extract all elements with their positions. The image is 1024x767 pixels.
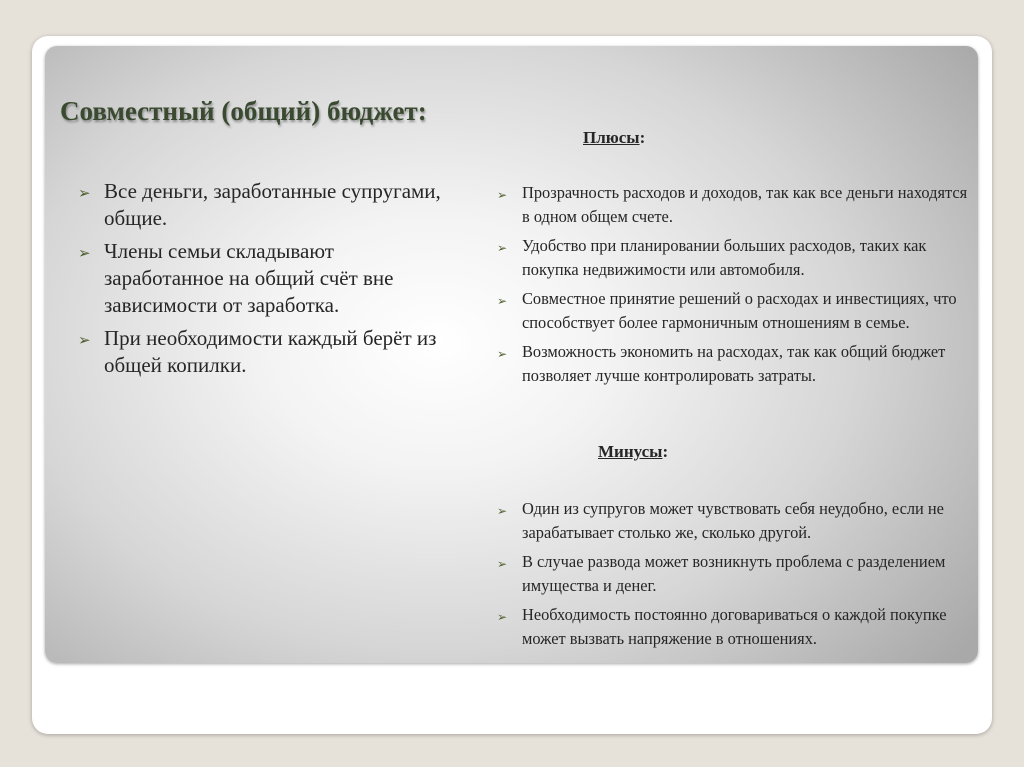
list-item: [74, 238, 454, 319]
pros-heading-colon: :: [639, 128, 646, 147]
list-item: [494, 234, 974, 282]
list-item: [494, 603, 974, 651]
arrow-bullet-icon: ➢: [497, 241, 508, 255]
arrow-bullet-icon: ➢: [497, 188, 508, 202]
list-item: [494, 287, 974, 335]
arrow-bullet-icon: ➢: [497, 610, 508, 624]
list-item: [74, 325, 454, 379]
arrow-bullet-icon: ➢: [497, 504, 508, 518]
arrow-bullet-icon: ➢: [78, 333, 91, 349]
list-item-text: Все деньги, заработанные супругами, общие.: [104, 179, 441, 230]
arrow-bullet-icon: ➢: [497, 294, 508, 308]
list-item: [494, 340, 974, 388]
list-item-text: В случае развода может возникнуть проблема с разделением имущества и денег.: [522, 552, 946, 595]
list-item-text: При необходимости каждый берёт из общей копилки.: [104, 326, 437, 377]
arrow-bullet-icon: ➢: [497, 557, 508, 571]
pros-list: [494, 181, 974, 393]
list-item-text: Возможность экономить на расходах, так как общий бюджет позволяет лучше контролировать затраты.: [522, 342, 946, 385]
pros-heading: [583, 128, 645, 148]
cons-list: [494, 497, 974, 656]
list-item-text: Совместное принятие решений о расходах и инвестициях, что способствует более гармоничным отношениям в семье.: [522, 289, 957, 332]
list-item: [494, 181, 974, 229]
cons-heading: [598, 442, 668, 462]
list-item: [494, 497, 974, 545]
arrow-bullet-icon: ➢: [78, 246, 91, 262]
arrow-bullet-icon: ➢: [497, 347, 508, 361]
pros-heading-text: Плюсы: [583, 128, 640, 147]
arrow-bullet-icon: ➢: [78, 186, 91, 202]
slide-title: Совместный (общий) бюджет:: [60, 96, 427, 126]
left-bullet-list: [74, 178, 454, 385]
list-item-text: Необходимость постоянно договариваться о каждой покупке может вызвать напряжение в отношениях.: [522, 605, 947, 648]
list-item: [74, 178, 454, 232]
list-item-text: Один из супругов может чувствовать себя неудобно, если не зарабатывает столько же, сколько другой.: [522, 499, 944, 542]
cons-heading-colon: :: [662, 442, 669, 461]
list-item-text: Удобство при планировании больших расходов, таких как покупка недвижимости или автомобиля.: [522, 236, 927, 279]
list-item: [494, 550, 974, 598]
cons-heading-text: Минусы: [598, 442, 663, 461]
list-item-text: Прозрачность расходов и доходов, так как все деньги находятся в одном общем счете.: [522, 183, 968, 226]
list-item-text: Члены семьи складывают заработанное на общий счёт вне зависимости от заработка.: [104, 239, 394, 317]
